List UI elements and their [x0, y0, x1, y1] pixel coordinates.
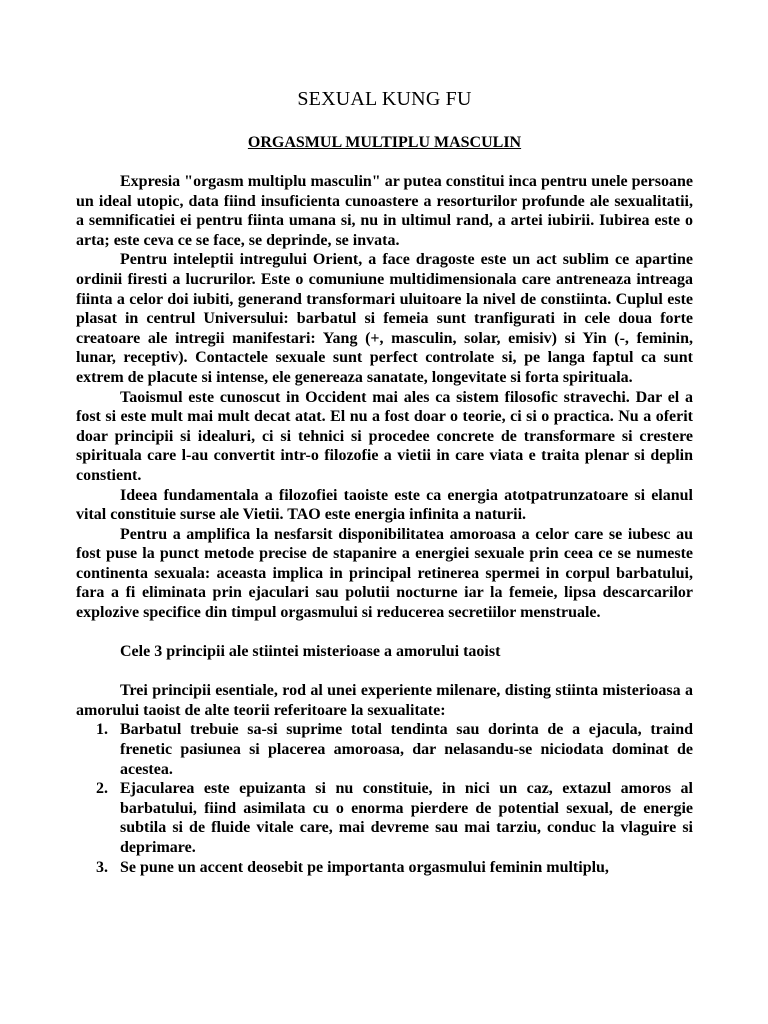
- paragraph: Pentru inteleptii intregului Orient, a face dragoste este un act sublim ce apartine ordinii firesti a lucrurilor. Este o comuniune multidimensionala care antreneaza intreaga fiinta a celor doi iubiti, generand transformari uluitoare la nivel de constiinta. Cuplul este plasat in centrul Universului: barbatul si femeia sunt tranfigurati in cele doua forte creatoare ale intregii manifestari: Yang (+, masculin, solar, emisiv) si Yin (-, feminin, lunar, receptiv). Contactele sexuale sunt perfect controlate si, pe langa faptul ca sunt extrem de placute si intense, ele genereaza sanatate, longevitate si forta spirituala.: [76, 251, 693, 386]
- list-item: [76, 720, 693, 779]
- list-item-text: Ejacularea este epuizanta si nu constituie, in nici un caz, extazul amoros al barbatului, fiind asimilata cu o enorma pierdere de potential sexual, de energie subtila si de fluide vitale care, mai devreme sau mai tarziu, conduc la vlaguire si deprimare.: [120, 780, 693, 856]
- paragraph: Expresia "orgasm multiplu masculin" ar putea constitui inca pentru unele persoane un ideal utopic, data fiind insuficienta cunoastere a resorturilor profunde ale sexualitatii, a semnificatiei ei pentru fiinta umana si, nu in ultimul rand, a artei iubirii. Iubirea este o arta; este ceva ce se face, se deprinde, se invata.: [76, 173, 693, 249]
- list-item-text: Barbatul trebuie sa-si suprime total tendinta sau dorinta de a ejacula, traind frenetic pasiunea si placerea amoroasa, dar nelasandu-se niciodata dominat de acestea.: [120, 721, 693, 778]
- list-item-number: 3.: [96, 858, 108, 876]
- principles-list: [76, 720, 693, 877]
- list-item-text: Se pune un accent deosebit pe importanta orgasmului feminin multiplu,: [120, 858, 609, 876]
- section-heading: Cele 3 principii ale stiintei misterioase a amorului taoist: [120, 642, 501, 660]
- list-item-number: 1.: [96, 721, 108, 739]
- paragraph: Pentru a amplifica la nesfarsit disponibilitatea amoroasa a celor care se iubesc au fost puse la punct metode precise de stapanire a energiei sexuale prin ceea ce se numeste continenta sexuala: aceasta implica in principal retinerea spermei in corpul barbatului, fara a fi eliminata prin ejaculari sau polutii nocturne iar la femeie, lipsa descarcarilor explozive specifice din timpul orgasmului si reducerea secretiilor menstruale.: [76, 525, 693, 622]
- list-item-number: 2.: [96, 780, 108, 798]
- document-body: [76, 172, 693, 877]
- paragraph: Ideea fundamentala a filozofiei taoiste este ca energia atotpatrunzatoare si elanul vital constituie surse ale Vietii. TAO este energia infinita a naturii.: [76, 486, 693, 524]
- document-title: SEXUAL KUNG FU: [297, 88, 472, 110]
- section-intro: Trei principii esentiale, rod al unei experiente milenare, disting stiinta misterioasa a amorului taoist de alte teorii referitoare la sexualitate:: [76, 682, 693, 719]
- list-item: [76, 858, 693, 878]
- document-subtitle: ORGASMUL MULTIPLU MASCULIN: [247, 134, 522, 151]
- list-item: [76, 779, 693, 857]
- paragraph: Taoismul este cunoscut in Occident mai ales ca sistem filosofic stravechi. Dar el a fost si este mult mai mult decat atat. El nu a fost doar o teorie, ci si o practica. Nu a oferit doar principii si idealuri, ci si tehnici si procedee concrete de transformare si crestere spirituala care l-au convertit intr-o filozofie a vietii in care viata e traita plenar si deplin constient.: [76, 388, 693, 484]
